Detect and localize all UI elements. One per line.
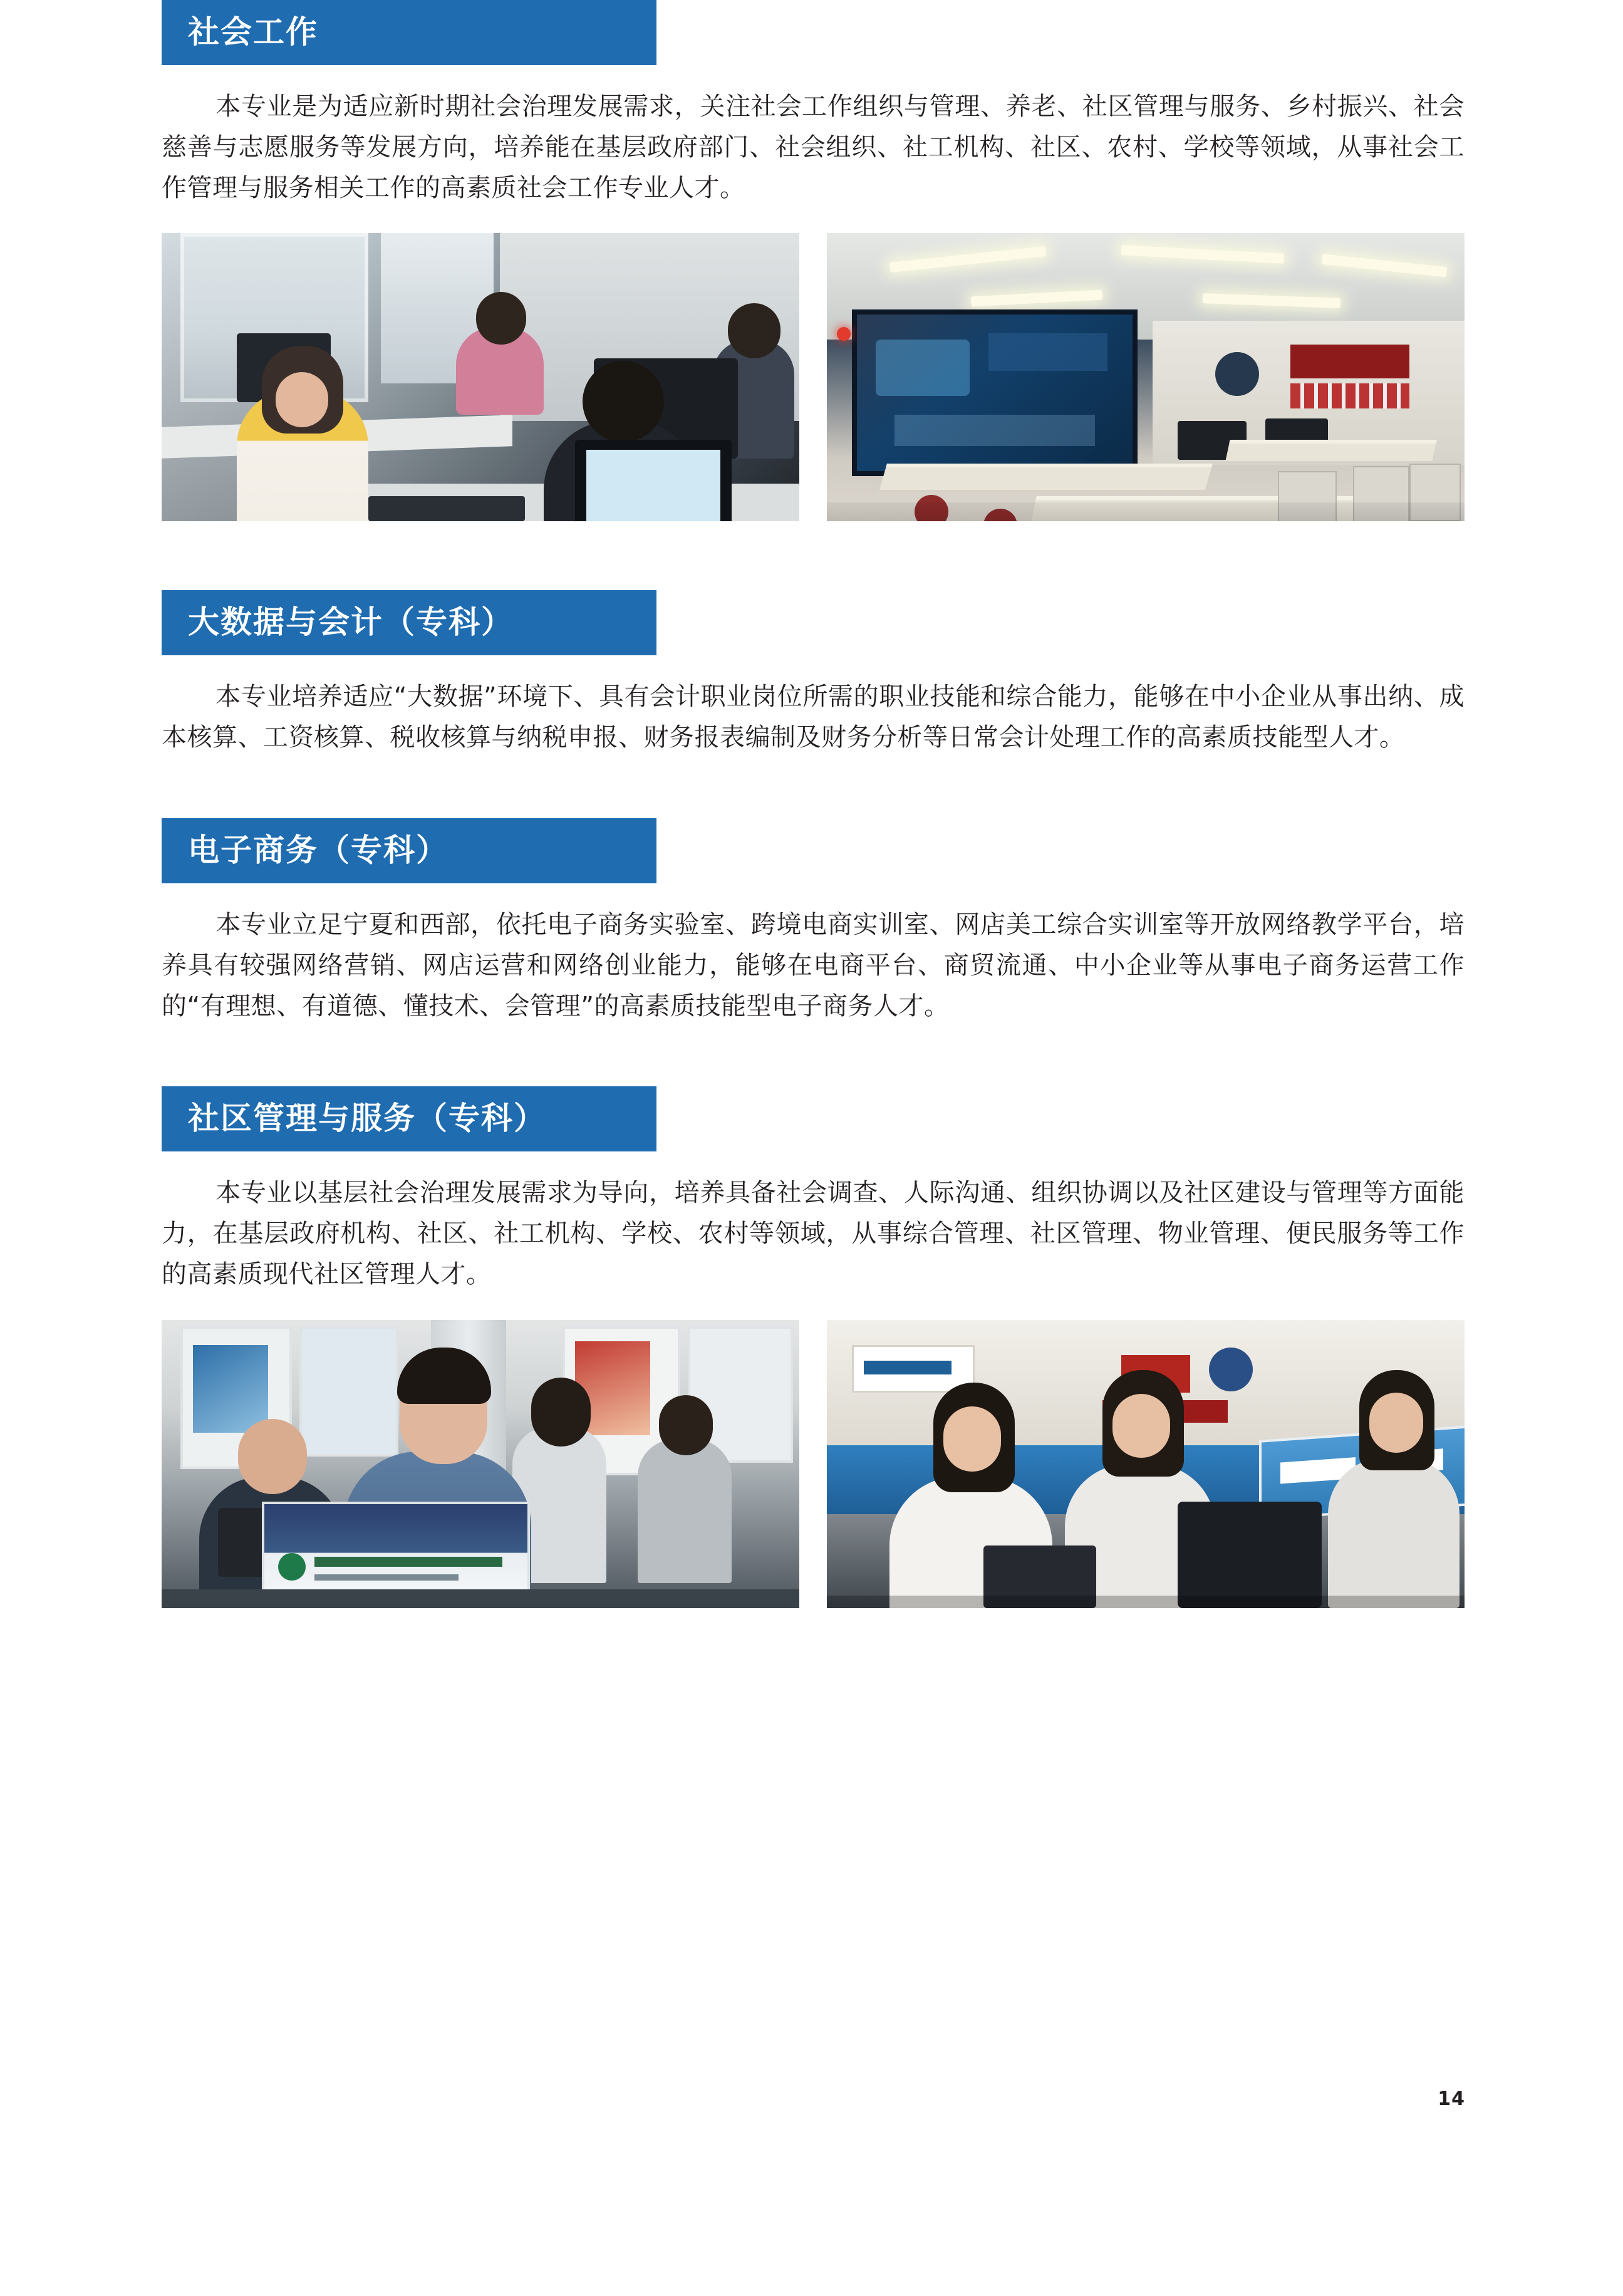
section-body-e-commerce [162,905,1465,1026]
paragraph-text: 本专业以基层社会治理发展需求为导向，培养具备社会调查、人际沟通、组织协调以及社区建设与管理等方面能力，在基层政府机构、社区、社工机构、学校、农村等领域，从事综合管理、社区管理、物业管理、便民服务等工作的高素质现代社区管理人才。 [162,1178,1465,1289]
screen-graphic [894,415,1095,446]
student-right-shape [638,1439,732,1583]
monitor-screen [586,450,720,521]
section-heading-banner-wrap [162,590,1465,655]
section-body-community-management [162,1173,1465,1294]
company-logo-icon [278,1553,306,1581]
desk-front-edge [162,1589,799,1608]
photo-row-community-management [162,1320,1465,1608]
student-right-shape [1328,1458,1460,1608]
monitor-shape-a [1178,1502,1322,1608]
school-badge-icon [1209,1348,1253,1391]
company-subtitle-text-block [314,1574,459,1581]
section-heading-banner-wrap [162,0,1465,65]
lab-table [879,464,1213,490]
paragraph-text: 本专业立足宁夏和西部，依托电子商务实验室、跨境电商实训室、网店美工综合实训室等开放网络教学平台，培养具有较强网络营销、网店运营和网络创业能力，能够在电商平台、商贸流通、中小企业等从事电子商务运营工作的“有理想、有道德、懂技术、会管理”的高素质技能型电子商务人才。 [162,910,1465,1021]
monitor-shape-b [575,440,732,521]
section-heading-banner-wrap [162,818,1465,883]
section-body-social-work [162,86,1465,208]
section-e-commerce [162,818,1465,1026]
keyboard-shape [368,496,525,521]
wall-sign-text-block [864,1361,952,1374]
section-body-big-data-accounting [162,677,1465,758]
paragraph-text: 本专业培养适应“大数据”环境下、具有会计职业岗位所需的职业技能和综合能力，能够在中小企业从事出纳、成本核算、工资核算、税收核算与纳税申报、财务报表编制及财务分析等日常会计处理工作的高素质技能型人才。 [162,682,1465,752]
paragraph-text: 本专业是为适应新时期社会治理发展需求，关注社会工作组织与管理、养老、社区管理与服务、乡村振兴、社会慈善与志愿服务等发展方向，培养能在基层政府部门、社会组织、社工机构、社区、农村、学校等领域，从事社会工作管理与服务相关工作的高素质社会工作专业人才。 [162,92,1465,202]
screen-graphic [988,333,1107,371]
photo-computer-lab-room [827,233,1465,521]
section-heading-e-commerce: 电子商务（专科） [162,818,656,883]
section-heading-social-work: 社会工作 [162,0,656,65]
big-display-screen [852,309,1138,476]
photo-students-computer-classroom [162,233,799,521]
section-big-data-accounting [162,590,1465,758]
photo-row-social-work [162,233,1465,521]
company-name-text-block [314,1557,502,1567]
screen-graphic [876,340,970,396]
lab-table [1225,440,1436,461]
section-community-management [162,1086,1465,1608]
section-heading-community-management: 社区管理与服务（专科） [162,1086,656,1151]
wall-sign-white [852,1345,975,1393]
section-heading-banner-wrap [162,1086,1465,1151]
photo-accounting-training-room [827,1320,1465,1608]
company-signboard [262,1502,530,1594]
page-content [162,0,1465,1608]
photo-exhibition-desks [162,1320,799,1608]
student-pink-shape [456,327,544,415]
wall-emblem-shape [1215,352,1259,396]
floor-shape [827,502,1465,521]
student-yellow-shape [237,390,368,521]
desk-front-edge [827,1596,1465,1608]
section-heading-big-data-accounting: 大数据与会计（专科） [162,590,656,655]
exhibit-poster-blue [193,1345,268,1433]
wall-poster-shape [1290,345,1409,378]
wall-poster-grid-shape [1290,383,1409,408]
exhibit-panel [299,1326,398,1457]
section-social-work [162,0,1465,521]
page-number: 14 [1438,2088,1465,2110]
